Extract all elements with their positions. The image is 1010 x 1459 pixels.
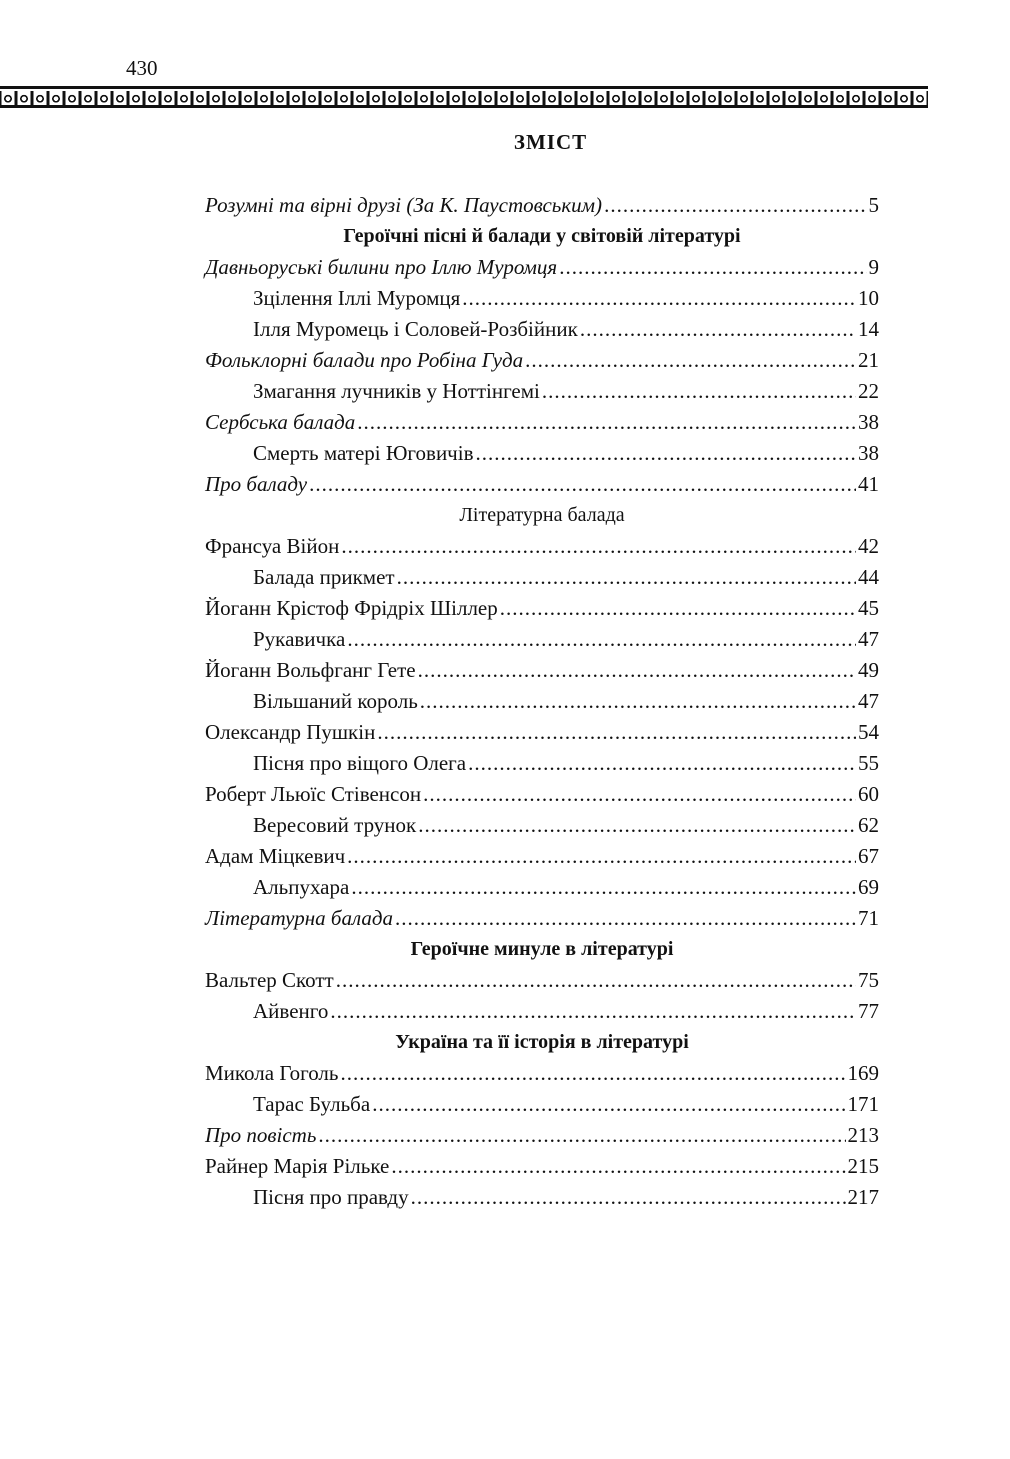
toc-entry[interactable] bbox=[205, 1151, 879, 1182]
toc-entry-title: Пісня про віщого Олега bbox=[253, 751, 467, 775]
toc-entry[interactable] bbox=[205, 965, 879, 996]
toc-entry-page: 77 bbox=[858, 999, 879, 1023]
toc-entry-page: 45 bbox=[858, 596, 879, 620]
toc-entry-title: Про повість bbox=[205, 1123, 317, 1147]
toc-entry[interactable] bbox=[205, 1120, 879, 1151]
toc-entry[interactable] bbox=[205, 283, 879, 314]
dot-leader bbox=[347, 841, 856, 872]
toc-entry-title: Фольклорні балади про Робіна Гуда bbox=[205, 348, 524, 372]
toc-entry[interactable] bbox=[205, 593, 879, 624]
toc-entry-page: 41 bbox=[858, 472, 879, 496]
toc-entry[interactable] bbox=[205, 314, 879, 345]
toc-entry-page: 38 bbox=[858, 410, 879, 434]
toc-entry-title: Давньоруські билини про Іллю Муромця bbox=[205, 255, 558, 279]
toc-entry[interactable] bbox=[205, 1089, 879, 1120]
toc-entry-page: 60 bbox=[858, 782, 879, 806]
dot-leader bbox=[418, 655, 856, 686]
dot-leader bbox=[341, 1058, 846, 1089]
dot-leader bbox=[468, 748, 856, 779]
dot-leader bbox=[525, 345, 856, 376]
toc-entry[interactable] bbox=[205, 748, 879, 779]
dot-leader bbox=[330, 996, 856, 1027]
toc-entry-title: Альпухара bbox=[253, 875, 350, 899]
toc-entry-page: 44 bbox=[858, 565, 879, 589]
toc-entry-page: 42 bbox=[858, 534, 879, 558]
toc-entry-title: Розумні та вірні друзі (За К. Паустовським) bbox=[205, 193, 603, 217]
toc-entry-title: Зцілення Іллі Муромця bbox=[253, 286, 461, 310]
toc-title: ЗМІСТ bbox=[513, 130, 588, 154]
toc-entry-title: Франсуа Війон bbox=[205, 534, 340, 558]
toc-entry-page: 14 bbox=[858, 317, 879, 341]
toc-entry-page: 62 bbox=[858, 813, 879, 837]
dot-leader bbox=[411, 1182, 846, 1213]
toc-entry-page: 47 bbox=[858, 627, 879, 651]
toc-section-heading: Героїчне минуле в літературі bbox=[410, 938, 674, 960]
dot-leader bbox=[542, 376, 856, 407]
toc-entry-page: 55 bbox=[858, 751, 879, 775]
toc-entry-title: Рукавичка bbox=[253, 627, 346, 651]
decorative-border bbox=[0, 86, 928, 108]
toc-entry[interactable] bbox=[205, 686, 879, 717]
toc-section-heading: Україна та її історія в літературі bbox=[395, 1031, 689, 1053]
toc-entry-page: 21 bbox=[858, 348, 879, 372]
toc-entry-page: 69 bbox=[858, 875, 879, 899]
toc-entry-page: 171 bbox=[847, 1092, 879, 1116]
toc-entry-title: Микола Гоголь bbox=[205, 1061, 339, 1085]
dot-leader bbox=[462, 283, 856, 314]
toc-section-heading: Літературна балада bbox=[459, 504, 625, 526]
toc-entry-title: Пісня про правду bbox=[253, 1185, 409, 1209]
dot-leader bbox=[309, 469, 856, 500]
toc-entry-title: Йоганн Крістоф Фрідріх Шіллер bbox=[205, 596, 498, 620]
toc-entry[interactable] bbox=[205, 531, 879, 562]
toc-entry[interactable] bbox=[205, 1058, 879, 1089]
toc-entry-title: Літературна балада bbox=[205, 906, 393, 930]
toc-entry-page: 215 bbox=[847, 1154, 879, 1178]
toc-entry[interactable] bbox=[205, 345, 879, 376]
toc-entry[interactable] bbox=[205, 562, 879, 593]
dot-leader bbox=[336, 965, 856, 996]
toc-entry-title: Айвенго bbox=[253, 999, 329, 1023]
toc-entry-title: Змагання лучників у Ноттінгемі bbox=[253, 379, 540, 403]
dot-leader bbox=[357, 407, 856, 438]
toc-entry[interactable] bbox=[205, 717, 879, 748]
toc-entry-page: 67 bbox=[858, 844, 879, 868]
dot-leader bbox=[604, 190, 866, 221]
dot-leader bbox=[397, 562, 856, 593]
toc-entry-page: 47 bbox=[858, 689, 879, 713]
toc-entry[interactable] bbox=[205, 376, 879, 407]
table-of-contents bbox=[205, 190, 879, 1213]
toc-entry-title: Вальтер Скотт bbox=[205, 968, 334, 992]
dot-leader bbox=[476, 438, 857, 469]
toc-entry-title: Йоганн Вольфганг Гете bbox=[205, 658, 416, 682]
toc-entry[interactable] bbox=[205, 996, 879, 1027]
toc-entry[interactable] bbox=[205, 438, 879, 469]
dot-leader bbox=[347, 624, 856, 655]
toc-entry[interactable] bbox=[205, 903, 879, 934]
toc-entry-page: 217 bbox=[847, 1185, 879, 1209]
toc-entry-title: Роберт Льюїс Стівенсон bbox=[205, 782, 422, 806]
toc-entry-page: 54 bbox=[858, 720, 879, 744]
toc-entry-title: Смерть матері Юговичів bbox=[253, 441, 474, 465]
dot-leader bbox=[341, 531, 856, 562]
toc-entry-page: 5 bbox=[868, 193, 879, 217]
toc-entry[interactable] bbox=[205, 655, 879, 686]
toc-entry-page: 49 bbox=[858, 658, 879, 682]
toc-entry-title: Адам Міцкевич bbox=[205, 844, 346, 868]
dot-leader bbox=[418, 810, 856, 841]
page-number: 430 bbox=[126, 56, 158, 80]
toc-entry-page: 169 bbox=[847, 1061, 879, 1085]
dot-leader bbox=[318, 1120, 845, 1151]
toc-section-heading: Героїчні пісні й балади у світовій літературі bbox=[343, 225, 741, 247]
toc-entry[interactable] bbox=[205, 407, 879, 438]
dot-leader bbox=[420, 686, 856, 717]
toc-entry-title: Ілля Муромець і Соловей-Розбійник bbox=[253, 317, 578, 341]
toc-entry-page: 10 bbox=[858, 286, 879, 310]
dot-leader bbox=[580, 314, 856, 345]
toc-entry-title: Про баладу bbox=[205, 472, 308, 496]
dot-leader bbox=[395, 903, 856, 934]
toc-entry[interactable] bbox=[205, 779, 879, 810]
toc-entry-title: Олександр Пушкін bbox=[205, 720, 376, 744]
toc-entry[interactable] bbox=[205, 872, 879, 903]
toc-entry-title: Вересовий трунок bbox=[253, 813, 417, 837]
toc-entry-page: 9 bbox=[868, 255, 879, 279]
toc-entry-page: 75 bbox=[858, 968, 879, 992]
toc-entry[interactable] bbox=[205, 190, 879, 221]
toc-entry-title: Тарас Бульба bbox=[253, 1092, 371, 1116]
dot-leader bbox=[423, 779, 856, 810]
dot-leader bbox=[391, 1151, 845, 1182]
dot-leader bbox=[377, 717, 856, 748]
toc-entry-title: Сербська балада bbox=[205, 410, 356, 434]
toc-entry[interactable] bbox=[205, 1182, 879, 1213]
toc-entry[interactable] bbox=[205, 252, 879, 283]
toc-entry-title: Райнер Марія Рільке bbox=[205, 1154, 390, 1178]
toc-entry[interactable] bbox=[205, 810, 879, 841]
toc-entry[interactable] bbox=[205, 624, 879, 655]
dot-leader bbox=[500, 593, 856, 624]
dot-leader bbox=[351, 872, 856, 903]
toc-entry-page: 38 bbox=[858, 441, 879, 465]
toc-entry[interactable] bbox=[205, 469, 879, 500]
toc-entry-page: 22 bbox=[858, 379, 879, 403]
dot-leader bbox=[559, 252, 866, 283]
toc-entry-title: Балада прикмет bbox=[253, 565, 395, 589]
dot-leader bbox=[372, 1089, 845, 1120]
toc-entry-page: 71 bbox=[858, 906, 879, 930]
toc-entry-title: Вільшаний король bbox=[253, 689, 418, 713]
toc-entry[interactable] bbox=[205, 841, 879, 872]
toc-entry-page: 213 bbox=[847, 1123, 879, 1147]
